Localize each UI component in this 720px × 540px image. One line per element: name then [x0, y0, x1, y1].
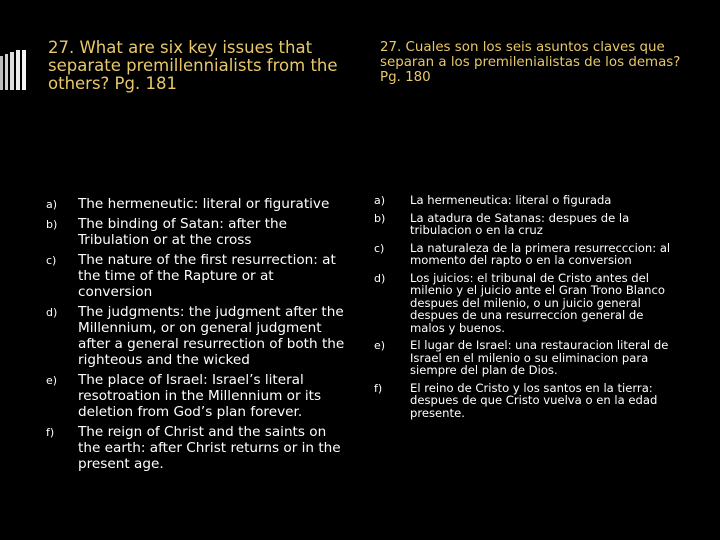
list-item: [374, 339, 680, 377]
list-item: [48, 196, 348, 212]
list-item: [48, 304, 348, 368]
list-item: [374, 242, 680, 267]
item-text: The binding of Satan: after the Tribulation or at the cross: [78, 216, 287, 248]
item-label: d): [374, 271, 386, 285]
list-item: [374, 212, 680, 237]
list-item: [374, 272, 680, 335]
item-label: f): [374, 381, 383, 395]
spanish-title: 27. Cuales son los seis asuntos claves que separan a los premilenialistas de los demas? Pg. 180: [380, 40, 681, 85]
item-label: a): [374, 194, 386, 207]
item-text: El reino de Cristo y los santos en la tierra: despues de que Cristo vuelva o en la edad presente.: [410, 380, 658, 420]
stripes-decoration: [0, 50, 26, 90]
item-text: The reign of Christ and the saints on the earth: after Christ returns or in the present age.: [78, 424, 341, 472]
item-text: Los juicios: el tribunal de Cristo antes del milenio y el juicio ante el Gran Trono Blanco despues del milenio, o un juicio general despues de una resurreccion general de malos y buenos.: [410, 270, 665, 335]
item-label: b): [374, 211, 386, 225]
item-text: La hermeneutica: literal o figurada: [410, 193, 612, 207]
list-item: [48, 252, 348, 300]
item-text: The hermeneutic: literal or figurative: [78, 196, 330, 212]
item-text: La atadura de Satanas: despues de la tribulacion o en la cruz: [410, 210, 630, 237]
item-label: b): [46, 218, 58, 231]
list-item: [48, 372, 348, 420]
list-item: [48, 216, 348, 248]
item-label: f): [46, 426, 55, 439]
list-item: [48, 424, 348, 472]
list-item: [374, 382, 680, 420]
item-label: c): [46, 254, 57, 267]
item-text: The place of Israel: Israel’s literal resotroation in the Millennium or its deletion from God’s plan forever.: [78, 372, 322, 420]
item-label: e): [46, 374, 58, 387]
item-text: La naturaleza de la primera resurrecccion: al momento del rapto o en la conversion: [410, 240, 671, 267]
item-label: c): [374, 241, 385, 255]
english-list: [48, 196, 348, 476]
spanish-list: [374, 194, 680, 424]
item-text: The nature of the first resurrection: at the time of the Rapture or at conversion: [78, 252, 336, 300]
item-label: d): [46, 306, 58, 319]
item-label: a): [46, 198, 58, 211]
item-label: e): [374, 339, 386, 352]
list-item: [374, 194, 680, 207]
english-title: 27. What are six key issues that separate premillennialists from the others? Pg. 181: [48, 38, 338, 93]
item-text: El lugar de Israel: una restauracion literal de Israel en el milenio o su eliminacion para siempre del plan de Dios.: [410, 338, 669, 377]
item-text: The judgments: the judgment after the Millennium, or on general judgment after a general resurrection of both the righteous and the wicked: [78, 304, 345, 368]
